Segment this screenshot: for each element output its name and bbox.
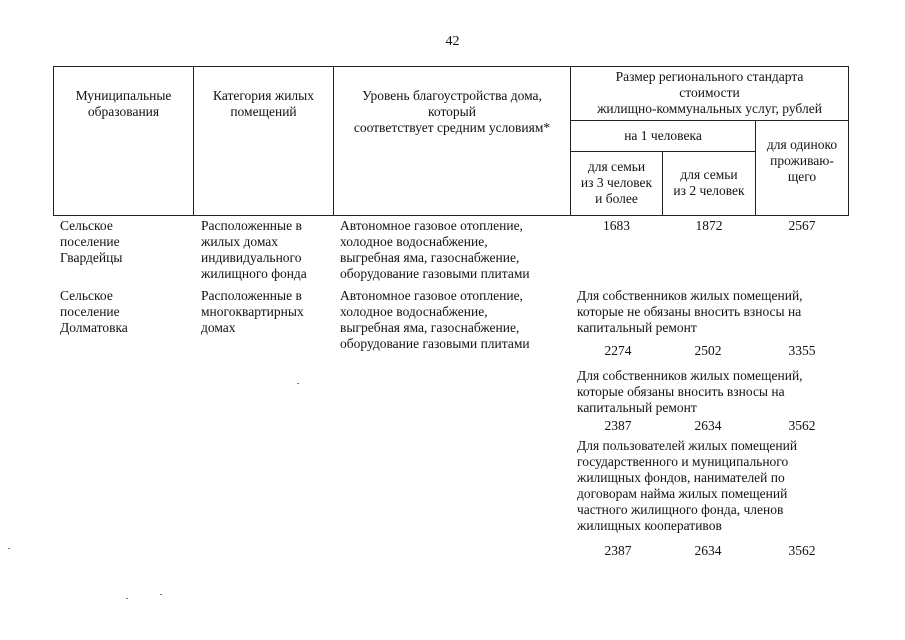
page-number: 42 (445, 34, 460, 49)
header-level: Уровень благоустройства дома, который соответствует средним условиям* (353, 88, 551, 135)
header-family-3: для семьи из 3 человек и более (580, 159, 653, 206)
header-standard-size: Размер регионального стандарта стоимости жилищно-коммунальных услуг, рублей (597, 69, 822, 116)
row1-value-family2: 1872 (695, 218, 723, 233)
row2-group2-value-family3: 2387 (604, 418, 632, 433)
scan-speck (297, 383, 299, 384)
header-family-2: для семьи из 2 человек (673, 167, 745, 198)
row2-group1-value-family2: 2502 (694, 343, 722, 358)
scan-speck (8, 548, 10, 549)
row2-group1-value-family3: 2274 (604, 343, 632, 358)
scan-speck (160, 594, 162, 595)
row1-value-family3: 1683 (603, 218, 630, 233)
header-divider-1 (570, 120, 849, 121)
row2-group2-note: Для собственников жилых помещений, которые обязаны вносить взносы на капитальный ремонт (577, 368, 803, 415)
row1-level: Автономное газовое отопление, холодное водоснабжение, выгребная яма, газоснабжение, оборудование газовыми плитами (340, 218, 530, 281)
row1-municipality: Сельское поселение Гвардейцы (60, 218, 123, 265)
table-header-bottom-border (53, 215, 849, 216)
row2-municipality: Сельское поселение Долматовка (60, 288, 128, 335)
row1-value-single: 2567 (788, 218, 816, 233)
row2-category: Расположенные в многоквартирных домах (201, 288, 304, 335)
row2-group3-value-single: 3562 (788, 543, 816, 558)
row2-level: Автономное газовое отопление, холодное водоснабжение, выгребная яма, газоснабжение, оборудование газовыми плитами (340, 288, 530, 351)
header-category: Категория жилых помещений (213, 88, 314, 119)
row2-group1-value-single: 3355 (788, 343, 816, 358)
row2-group3-value-family3: 2387 (604, 543, 632, 558)
scan-speck (126, 598, 128, 599)
table-top-border (53, 66, 849, 67)
row2-group3-value-family2: 2634 (694, 543, 722, 558)
row1-category: Расположенные в жилых домах индивидуального жилищного фонда (201, 218, 307, 281)
header-divider-2 (570, 151, 756, 152)
header-municipality: Муниципальные образования (75, 88, 172, 119)
header-per-person: на 1 человека (624, 128, 702, 143)
row2-group2-value-single: 3562 (788, 418, 816, 433)
header-single: для одиноко проживаю- щего (766, 137, 838, 184)
row2-group1-note: Для собственников жилых помещений, которые не обязаны вносить взносы на капитальный ремонт (577, 288, 803, 335)
table-right-border (848, 66, 849, 216)
row2-group3-note: Для пользователей жилых помещений государственного и муниципального жилищных фондов, нанимателей по договорам найма жилых помещений частного жилищного фонда, членов жилищных кооперативов (577, 438, 798, 533)
row2-group2-value-family2: 2634 (694, 418, 722, 433)
